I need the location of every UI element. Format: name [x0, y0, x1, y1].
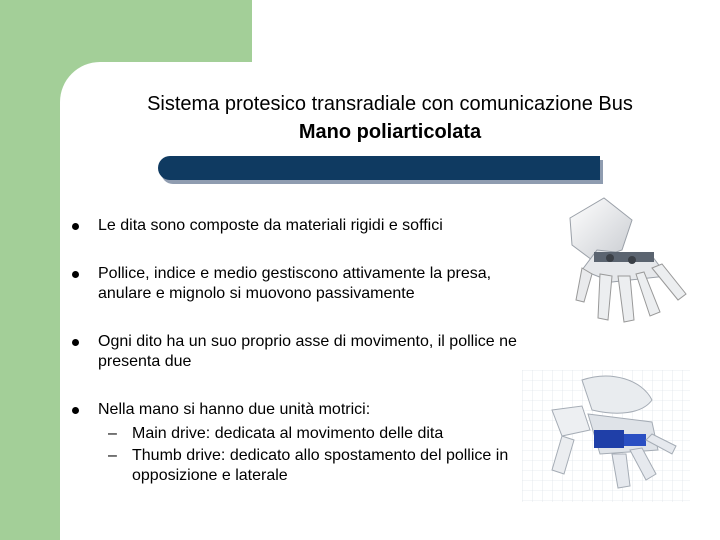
- bullet-dot: [72, 223, 79, 230]
- slide-title: [60, 90, 720, 146]
- bullet-text: Le dita sono composte da materiali rigidi e soffici: [98, 217, 443, 234]
- bullet-dot: [72, 271, 79, 278]
- prosthetic-hand-image-1: [552, 190, 720, 330]
- title-line-1: Sistema protesico transradiale con comunicazione Bus: [147, 93, 633, 115]
- bullet-dot: [72, 339, 79, 346]
- sub-bullet-dash: –: [108, 425, 117, 442]
- sub-bullet-text: Thumb drive: dedicato allo spostamento del pollice in opposizione e laterale: [132, 447, 509, 484]
- bullet-dot: [72, 407, 79, 414]
- decorative-green-stripe-left: [0, 0, 60, 540]
- bullet-text: Nella mano si hanno due unità motrici:: [98, 401, 371, 418]
- sub-bullet-text: Main drive: dedicata al movimento delle dita: [132, 425, 444, 442]
- bullet-text: Ogni dito ha un suo proprio asse di movimento, il pollice ne presenta due: [98, 333, 517, 370]
- prosthetic-hand-image-2: [522, 370, 690, 502]
- title-underline-bar: [158, 156, 600, 180]
- sub-bullet-dash: –: [108, 447, 117, 464]
- title-line-2: Mano poliarticolata: [298, 121, 482, 143]
- bullet-text: Pollice, indice e medio gestiscono attivamente la presa, anulare e mignolo si muovono passivamente: [98, 265, 492, 302]
